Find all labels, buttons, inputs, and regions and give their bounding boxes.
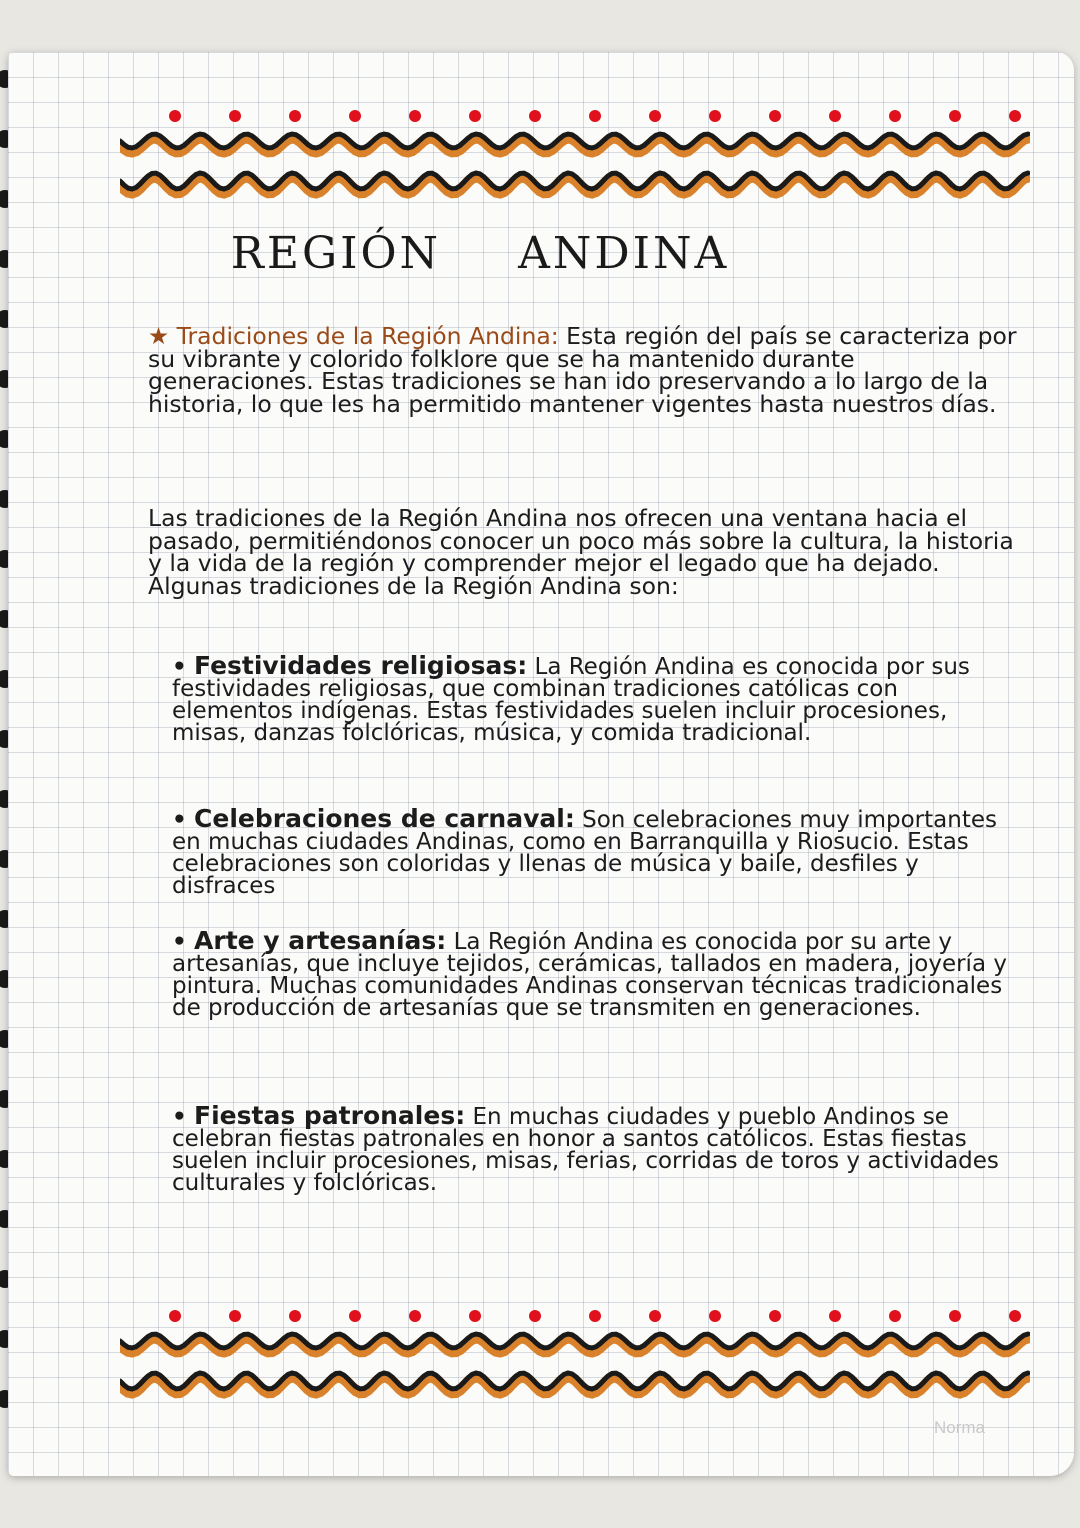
second-text: Las tradiciones de la Región Andina nos ofrecen una ventana hacia el pasado, permitiéndonos conocer un poco más sobre la cultura, la historia y la vida de la región y comprender mejor el legado que ha dejado. Algunas tradiciones de la Región Andina son: [148,504,1014,600]
red-dot-icon [169,110,181,122]
bullet-arte [172,926,1018,1021]
red-dot-icon [769,1310,781,1322]
red-dot-icon [469,110,481,122]
bullet-heading: Fiestas patronales: [194,1101,466,1130]
red-dot-icon [1009,110,1021,122]
bullet-festividades [172,651,1018,746]
bullet-heading: Celebraciones de carnaval: [194,804,575,833]
intro-paragraph [148,322,1018,418]
red-dot-icon [529,1310,541,1322]
title-word-region: REGIÓN [230,228,442,279]
red-dot-icon [649,110,661,122]
red-dot-icon [949,110,961,122]
red-dot-icon [589,110,601,122]
red-dot-icon [289,1310,301,1322]
red-dot-icon [169,1310,181,1322]
bullet-carnaval [172,804,1018,899]
bullet-text: En muchas ciudades y pueblo Andinos se celebran fiestas patronales en honor a santos católicos. Estas fiestas suelen incluir procesiones, misas, ferias, corridas de toros y actividades culturales y folclóricas. [172,1104,999,1196]
red-dot-icon [229,110,241,122]
red-dot-icon [769,110,781,122]
red-dot-icon [529,110,541,122]
bullet-text: La Región Andina es conocida por su arte y artesanías, que incluye tejidos, cerámicas, tallados en madera, joyería y pintura. Muchas comunidades Andinas conservan técnicas tradicionales de producción de artesanías que se transmiten en generaciones. [172,929,1007,1021]
bullet-dot-icon: • [172,654,187,680]
red-dot-icon [289,110,301,122]
red-dot-icon [469,1310,481,1322]
star-icon: ★ [148,322,170,350]
red-dot-icon [949,1310,961,1322]
red-dot-icon [709,1310,721,1322]
bullet-dot-icon: • [172,929,187,955]
red-dot-icon [709,110,721,122]
red-dot-icon [829,1310,841,1322]
red-dot-icon [349,110,361,122]
brand-watermark: Norma [934,1418,986,1437]
red-dot-icon [409,110,421,122]
decorative-border-bottom [120,1300,1030,1420]
red-dot-icon [1009,1310,1021,1322]
page-title [0,228,960,279]
red-dot-icon [409,1310,421,1322]
bullet-heading: Arte y artesanías: [194,926,447,955]
bullet-heading: Festividades religiosas: [194,651,528,680]
bullet-text: La Región Andina es conocida por sus festividades religiosas, que combinan tradiciones católicas con elementos indígenas. Estas festividades suelen incluir procesiones, misas, danzas folclóricas, música, y comida tradicional. [172,654,970,746]
bullet-dot-icon: • [172,807,187,833]
intro-lead: Tradiciones de la Región Andina: [176,322,559,350]
red-dot-icon [349,1310,361,1322]
title-word-andina: ANDINA [518,228,730,279]
red-dot-icon [889,110,901,122]
intro-text: Esta región del país se caracteriza por su vibrante y colorido folklore que se ha mantenido durante generaciones. Estas tradiciones se han ido preservando a lo largo de la historia, lo que les ha permitido mantener vigentes hasta nuestros días. [148,322,1017,418]
second-paragraph [148,504,1018,600]
red-dot-icon [649,1310,661,1322]
bullet-fiestas [172,1101,1018,1196]
decorative-border-top [120,100,1030,220]
bullet-text: Son celebraciones muy importantes en muchas ciudades Andinas, como en Barranquilla y Riosucio. Estas celebraciones son coloridas y llenas de música y baile, desfiles y disfraces [172,807,997,899]
red-dot-icon [589,1310,601,1322]
bullet-dot-icon: • [172,1104,187,1130]
red-dot-icon [829,110,841,122]
red-dot-icon [889,1310,901,1322]
red-dot-icon [229,1310,241,1322]
